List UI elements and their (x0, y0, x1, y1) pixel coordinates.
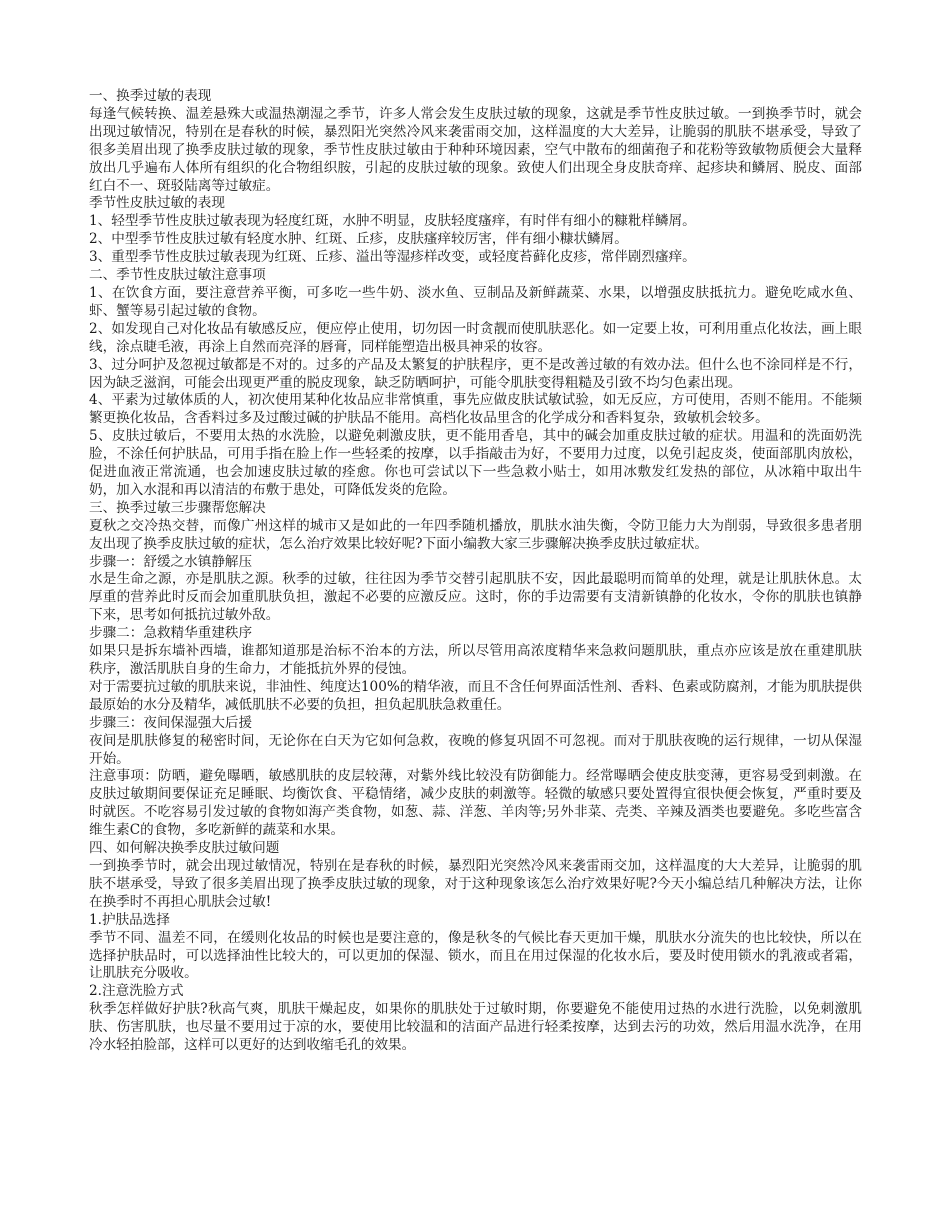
section-heading: 季节性皮肤过敏的表现 (89, 195, 225, 212)
paragraph: 夏秋之交冷热交替，而像广州这样的城市又是如此的一年四季随机播放，肌肤水油失衡，令防卫能力大为削弱，导致很多患者朋友出现了换季皮肤过敏的症状，怎么治疗效果比较好呢?下面小编教大家三步骤解决换季皮肤过敏症状。 (89, 517, 862, 552)
subsection-heading: 2.注意洗脸方式 (89, 983, 184, 1000)
step-heading: 步骤二：急救精华重建秩序 (89, 625, 253, 642)
paragraph: 季节不同、温差不同，在缓则化妆品的时候也是要注意的，像是秋冬的气候比春天更加干燥，肌肤水分流失的也比较快，所以在选择护肤品时，可以选择油性比较大的，可以更加的保湿、锁水，而且在用过保湿的化妆水后，要及时使用锁水的乳液或者霜，让肌肤充分吸收。 (89, 929, 862, 982)
paragraph: 一到换季节时，就会出现过敏情况，特别在是春秋的时候，暴烈阳光突然冷风来袭雷雨交加，这样温度的大大差异，让脆弱的肌肤不堪承受，导致了很多美眉出现了换季皮肤过敏的现象，对于这种现象该怎么治疗效果好呢?今天小编总结几种解决方法，让你在换季时不再担心肌肤会过敏! (89, 857, 862, 910)
list-item: 1、轻型季节性皮肤过敏表现为轻度红斑，水肿不明显，皮肤轻度瘙痒，有时伴有细小的糠粃样鳞屑。 (89, 213, 696, 230)
list-item: 4、平素为过敏体质的人，初次使用某种化妆品应非常慎重，事先应做皮肤试敏试验，如无反应，方可使用，否则不能用。不能频繁更换化妆品，含香料过多及过酸过碱的护肤品不能用。高档化妆品里含的化学成分和香料复杂，致敏机会较多。 (89, 392, 862, 427)
paragraph: 注意事项：防晒，避免曝晒，敏感肌肤的皮层较薄，对紫外线比较没有防御能力。经常曝晒会使皮肤变薄，更容易受到刺激。在皮肤过敏期间要保证充足睡眠、均衡饮食、平稳情绪，减少皮肤的刺激等。轻微的敏感只要处置得宜很快便会恢复，严重时要及时就医。不吃容易引发过敏的食物如海产类食物，如葱、蒜、洋葱、羊肉等;另外非菜、壳类、辛辣及酒类也要避免。多吃些富含维生素C的食物，多吃新鲜的蔬菜和水果。 (89, 768, 862, 839)
list-item: 3、过分呵护及忽视过敏都是不对的。过多的产品及太繁复的护肤程序，更不是改善过敏的有效办法。但什么也不涂同样是不行，因为缺乏滋润，可能会出现更严重的脱皮现象，缺乏防晒呵护，可能令肌肤变得粗糙及引致不均匀色素出现。 (89, 356, 862, 391)
step-heading: 步骤一：舒缓之水镇静解压 (89, 553, 253, 570)
step-heading: 步骤三：夜间保湿强大后援 (89, 714, 253, 731)
paragraph: 秋季怎样做好护肤?秋高气爽，肌肤干燥起皮，如果你的肌肤处于过敏时期，你要避免不能使用过热的水进行洗脸，以免刺激肌肤、伤害肌肤，也尽量不要用过于凉的水，要使用比较温和的洁面产品进行轻柔按摩，达到去污的功效，然后用温水洗净，在用冷水轻拍脸部，这样可以更好的达到收缩毛孔的效果。 (89, 1001, 862, 1054)
paragraph: 夜间是肌肤修复的秘密时间，无论你在白天为它如何急救，夜晚的修复巩固不可忽视。而对于肌肤夜晚的运行规律，一切从保湿开始。 (89, 732, 862, 767)
list-item: 5、皮肤过敏后，不要用太热的水洗脸，以避免刺激皮肤，更不能用香皂，其中的碱会加重皮肤过敏的症状。用温和的洗面奶洗脸，不涂任何护肤品，可用手指在脸上作一些轻柔的按摩，以手指敲击为好，不要用力过度，以免引起皮炎，使面部肌肉放松，促进血液正常流通，也会加速皮肤过敏的痊愈。你也可尝试以下一些急救小贴士，如用冰敷发红发热的部位，从冰箱中取出牛奶，加入水混和再以清洁的布敷于患处，可降低发炎的危险。 (89, 428, 862, 498)
paragraph: 如果只是拆东墙补西墙，谁都知道那是治标不治本的方法，所以尽管用高浓度精华来急救问题肌肤，重点亦应该是放在重建肌肤秩序，激活肌肤自身的生命力，才能抵抗外界的侵蚀。 (89, 643, 862, 677)
paragraph: 每逢气候转换、温差悬殊大或温热潮湿之季节，许多人常会发生皮肤过敏的现象，这就是季节性皮肤过敏。一到换季节时，就会出现过敏情况，特别在是春秋的时候，暴烈阳光突然冷风来袭雷雨交加，这样温度的大大差异，让脆弱的肌肤不堪承受，导致了很多美眉出现了换季皮肤过敏的现象，季节性皮肤过敏由于种种环境因素，空气中散布的细菌孢子和花粉等致敏物质便会大量释放出几乎遍布人体所有组织的化合物组织胺，引起的皮肤过敏的现象。致使人们出现全身皮肤奇痒、起疹块和鳞屑、脱皮、面部红白不一、斑驳陆离等过敏症。 (89, 105, 862, 194)
document-body (89, 88, 862, 1055)
list-item: 1、在饮食方面，要注意营养平衡，可多吃一些牛奶、淡水鱼、豆制品及新鲜蔬菜、水果，以增强皮肤抵抗力。避免吃咸水鱼、虾、蟹等易引起过敏的食物。 (89, 284, 862, 319)
list-item: 2、中型季节性皮肤过敏有轻度水肿、红斑、丘疹，皮肤瘙痒较厉害，伴有细小糠状鳞屑。 (89, 231, 628, 248)
section-heading: 一、换季过敏的表现 (89, 88, 212, 104)
section-heading: 四、如何解决换季皮肤过敏问题 (89, 840, 280, 857)
subsection-heading: 1.护肤品选择 (89, 911, 170, 928)
section-heading: 二、季节性皮肤过敏注意事项 (89, 267, 266, 284)
list-item: 2、如发现自己对化妆品有敏感反应，便应停止使用，切勿因一时贪靓而使肌肤恶化。如一定要上妆，可利用重点化妆法，画上眼线，涂点睫毛液，再涂上自然而亮泽的唇膏，同样能塑造出极具神采的妆容。 (89, 320, 862, 355)
paragraph: 水是生命之源，亦是肌肤之源。秋季的过敏，往往因为季节交替引起肌肤不安，因此最聪明而简单的处理，就是让肌肤休息。太厚重的营养此时反而会加重肌肤负担，激起不必要的应激反应。这时，你的手边需要有支清新镇静的化妆水，令你的肌肤也镇静下来，思考如何抵抗过敏外敌。 (89, 571, 862, 624)
section-heading: 三、换季过敏三步骤帮您解决 (89, 499, 266, 516)
list-item: 3、重型季节性皮肤过敏表现为红斑、丘疹、溢出等湿疹样改变，或轻度苔藓化皮疹，常伴剧烈瘙痒。 (89, 249, 696, 266)
paragraph: 对于需要抗过敏的肌肤来说，非油性、纯度达100%的精华液，而且不含任何界面活性剂、香料、色素或防腐剂，才能为肌肤提供最原始的水分及精华，减低肌肤不必要的负担，担负起肌肤急救重任。 (89, 678, 862, 713)
